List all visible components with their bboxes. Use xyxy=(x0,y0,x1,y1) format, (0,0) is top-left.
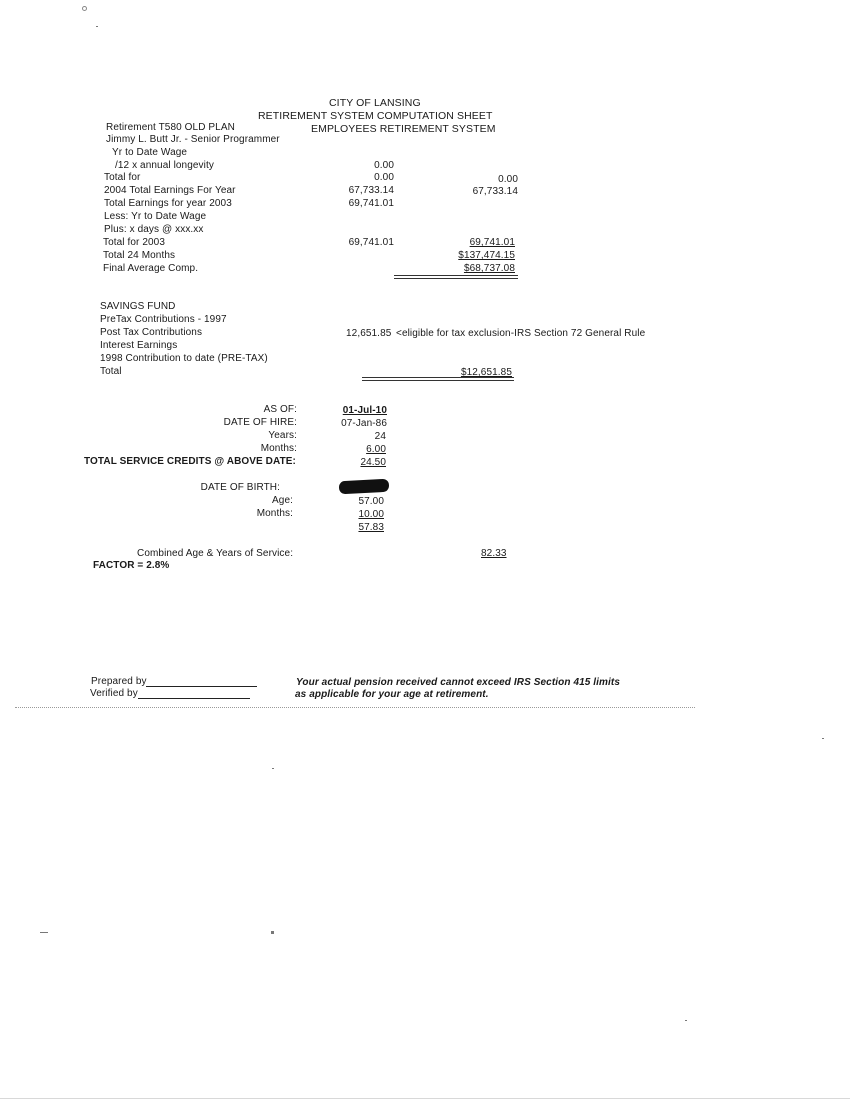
sheet-title: RETIREMENT SYSTEM COMPUTATION SHEET xyxy=(258,110,493,122)
months-value: 6.00 xyxy=(366,444,386,455)
scan-edge xyxy=(0,1098,850,1099)
scan-mark xyxy=(96,26,98,27)
years-label: Years: xyxy=(268,430,297,441)
plan-name: Retirement T580 OLD PLAN xyxy=(106,122,235,133)
employee-name: Jimmy L. Butt Jr. - Senior Programmer xyxy=(106,134,280,145)
earnings-value: 0.00 xyxy=(498,174,518,185)
city-name: CITY OF LANSING xyxy=(329,97,421,109)
age-months-value: 10.00 xyxy=(358,509,384,520)
earnings-value: 69,741.01 xyxy=(469,237,515,248)
hire-date: 07-Jan-86 xyxy=(341,418,387,429)
earnings-label: Total Earnings for year 2003 xyxy=(104,198,232,209)
combined-value: 82.33 xyxy=(481,548,507,559)
scan-mark xyxy=(822,738,824,739)
earnings-value: 69,741.01 xyxy=(348,198,394,209)
factor: FACTOR = 2.8% xyxy=(93,560,170,571)
combined-label: Combined Age & Years of Service: xyxy=(137,548,294,559)
as-of-date: 01-Jul-10 xyxy=(342,405,387,416)
verified-signature-line xyxy=(138,698,250,699)
savings-label: Interest Earnings xyxy=(100,340,178,351)
credits-label-clip xyxy=(0,456,296,470)
double-rule xyxy=(394,275,518,279)
post-tax-value: 12,651.85 xyxy=(346,328,392,339)
system-name: EMPLOYEES RETIREMENT SYSTEM xyxy=(311,123,496,135)
credits-label: TOTAL SERVICE CREDITS @ ABOVE DATE: xyxy=(84,456,296,467)
prepared-signature-line xyxy=(146,686,257,687)
earnings-label: Total for xyxy=(104,172,141,183)
faint-separator xyxy=(15,707,695,708)
earnings-label: Total 24 Months xyxy=(103,250,176,261)
earnings-label: Less: Yr to Date Wage xyxy=(104,211,207,222)
earnings-value: 0.00 xyxy=(374,160,394,171)
as-of-label: AS OF: xyxy=(263,404,297,415)
earnings-label: Yr to Date Wage xyxy=(112,147,188,158)
post-tax-note: <eligible for tax exclusion-IRS Section 72 General Rule xyxy=(396,328,646,339)
earnings-value: 67,733.14 xyxy=(472,186,518,197)
scan-mark xyxy=(40,932,48,933)
earnings-value: 67,733.14 xyxy=(348,185,394,196)
earnings-label: Total for 2003 xyxy=(103,237,165,248)
hire-label: DATE OF HIRE: xyxy=(223,417,297,428)
years-value: 24 xyxy=(374,431,386,442)
savings-label: PreTax Contributions - 1997 xyxy=(100,314,227,325)
savings-label: Total xyxy=(100,366,122,377)
irs-note-line2: as applicable for your age at retirement. xyxy=(295,689,489,700)
prepared-by-label: Prepared by xyxy=(91,676,147,687)
earnings-value: 69,741.01 xyxy=(348,237,394,248)
birth-label: DATE OF BIRTH: xyxy=(200,482,280,493)
verified-by-label: Verified by xyxy=(90,688,138,699)
age-label: Age: xyxy=(272,495,293,506)
redacted-birth-date xyxy=(339,479,390,495)
months-label: Months: xyxy=(260,443,297,454)
savings-label: Post Tax Contributions xyxy=(100,327,203,338)
age-months-label: Months: xyxy=(256,508,293,519)
scan-mark xyxy=(271,931,274,934)
final-average-comp: $68,737.08 xyxy=(463,263,515,274)
age-value: 57.00 xyxy=(358,496,384,507)
earnings-label: /12 x annual longevity xyxy=(115,160,214,171)
age-total: 57.83 xyxy=(358,522,384,533)
earnings-label: Plus: x days @ xxx.xx xyxy=(104,224,204,235)
scan-mark xyxy=(272,768,274,769)
earnings-value: 0.00 xyxy=(374,172,394,183)
earnings-label: 2004 Total Earnings For Year xyxy=(104,185,236,196)
irs-note-line1: Your actual pension received cannot exceed IRS Section 415 limits xyxy=(296,677,621,688)
scan-mark xyxy=(82,6,87,11)
savings-title: SAVINGS FUND xyxy=(100,301,176,312)
scan-mark xyxy=(685,1020,687,1021)
savings-total: $12,651.85 xyxy=(460,367,512,378)
earnings-label: Final Average Comp. xyxy=(103,263,199,274)
earnings-value: $137,474.15 xyxy=(458,250,515,261)
credits-value: 24.50 xyxy=(360,457,386,468)
savings-label: 1998 Contribution to date (PRE-TAX) xyxy=(100,353,268,364)
